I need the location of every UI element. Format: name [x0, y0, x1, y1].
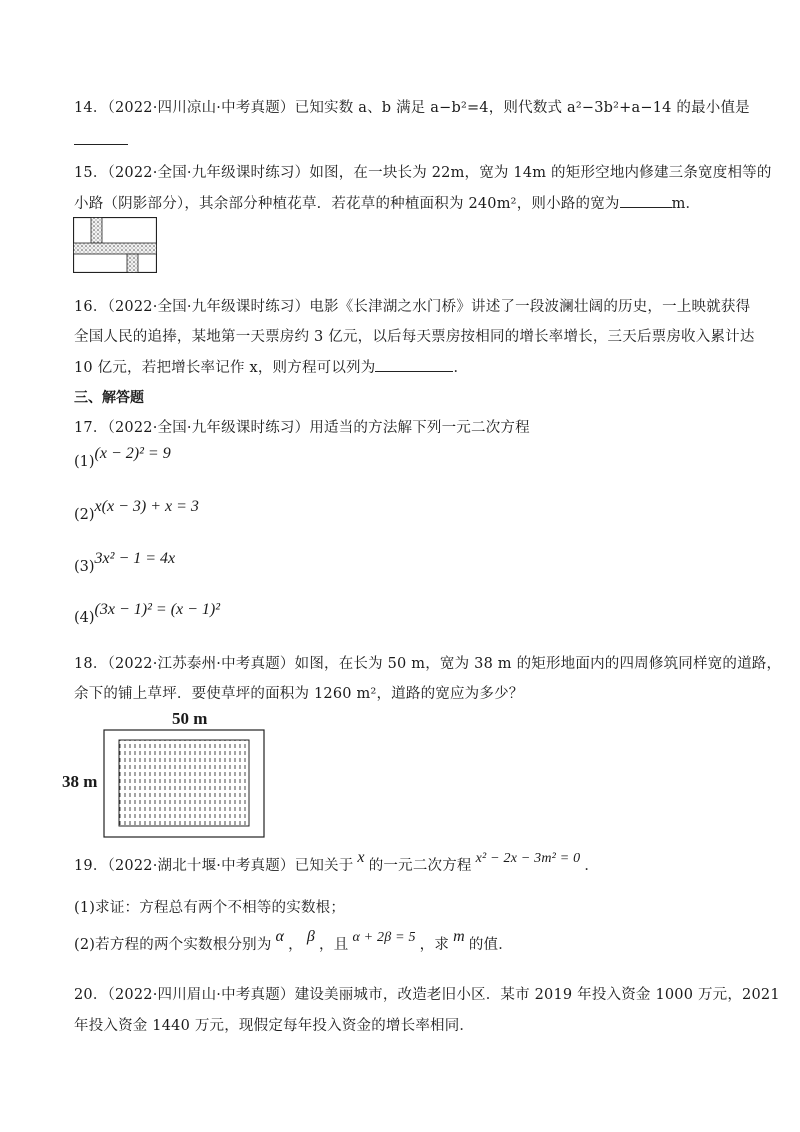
q19-part2-c: ，求 — [419, 937, 450, 953]
q17-part3-equation: 3x² − 1 = 4x — [94, 550, 176, 567]
q19-part2-a: (2)若方程的两个实数根分别为 — [74, 937, 272, 953]
section-heading: 三、解答题 — [74, 390, 144, 406]
q19-alpha: α — [275, 928, 285, 945]
q17-part2 — [74, 498, 199, 525]
q18-lawn — [119, 740, 249, 826]
q18-figure-height-label: 38 m — [62, 772, 98, 791]
q19-text-line1 — [74, 849, 600, 877]
q17-part1-equation: (x − 2)² = 9 — [94, 445, 171, 462]
q16-text-line2: 全国人民的追捧，某地第一天票房约 3 亿元，以后每天票房按相同的增长率增长，三天后票房收入累计达 — [74, 329, 755, 345]
q18-figure — [103, 729, 265, 838]
q17-intro: 17．（2022·全国·九年级课时练习）用适当的方法解下列一元二次方程 — [74, 420, 530, 436]
q15-answer-blank — [620, 193, 672, 208]
q15-text-line1: 15．（2022·全国·九年级课时练习）如图，在一块长为 22m，宽为 14m 的矩形空地内修建三条宽度相等的 — [74, 165, 772, 181]
q19-beta: β — [306, 928, 316, 945]
q19-part2 — [74, 928, 513, 956]
q17-part4 — [74, 601, 221, 628]
q19-text-a: 19．（2022·湖北十堰·中考真题）已知关于 — [74, 858, 354, 874]
q15-figure — [73, 217, 157, 273]
q19-part2-b: ，且 — [319, 937, 349, 953]
q19-comma: ， — [288, 937, 303, 953]
q17-part2-label: (2) — [74, 507, 95, 523]
q14-text: 14．（2022·四川凉山·中考真题）已知实数 a、b 满足 a−b²=4，则代数式 a²−3b²+a−14 的最小值是 — [74, 100, 750, 116]
q19-condition: α + 2β = 5 — [352, 930, 416, 945]
q19-part1: (1)求证：方程总有两个不相等的实数根； — [74, 900, 346, 916]
q19-part2-d: 的值． — [468, 937, 513, 953]
q17-part2-equation: x(x − 3) + x = 3 — [94, 498, 199, 515]
q20-text-line2: 年投入资金 1440 万元，现假定每年投入资金的增长率相同． — [74, 1018, 475, 1034]
q19-text-b: 的一元二次方程 — [368, 858, 472, 874]
q17-part4-equation: (3x − 1)² = (x − 1)² — [94, 601, 221, 618]
q16-answer-blank — [375, 357, 453, 372]
q17-part3 — [74, 550, 176, 577]
q18-figure-width-label: 50 m — [172, 709, 208, 728]
q19-var-x: x — [357, 849, 365, 866]
q15-unit: m． — [671, 196, 701, 212]
q17-part4-label: (4) — [74, 610, 95, 626]
q15-horizontal-path — [74, 243, 157, 254]
q14-answer-blank — [74, 144, 128, 145]
q15-vertical-path-top — [91, 218, 102, 244]
q19-equation: x² − 2x − 3m² = 0 — [475, 851, 581, 866]
q15-vertical-path-bottom — [127, 254, 138, 273]
q19-var-m: m — [453, 928, 465, 945]
q17-part3-label: (3) — [74, 559, 95, 575]
q18-text-line1: 18．（2022·江苏泰州·中考真题）如图，在长为 50 m，宽为 38 m 的矩形地面内的四周修筑同样宽的道路， — [74, 656, 782, 672]
q16-text-line3a: 10 亿元，若把增长率记作 x，则方程可以列为 — [74, 360, 376, 376]
q20-text-line1: 20．（2022·四川眉山·中考真题）建设美丽城市，改造老旧小区．某市 2019 年投入资金 1000 万元，2021 — [74, 987, 780, 1003]
q19-text-c: ． — [584, 858, 600, 874]
q15-text-line2 — [74, 193, 700, 214]
q17-part1 — [74, 445, 171, 472]
q15-text-line2a: 小路（阴影部分），其余部分种植花草．若花草的种植面积为 240m²，则小路的宽为 — [74, 196, 620, 212]
q17-part1-label: (1) — [74, 454, 95, 470]
q16-text-line1: 16．（2022·全国·九年级课时练习）电影《长津湖之水门桥》讲述了一段波澜壮阔的历史，一上映就获得 — [74, 299, 751, 315]
q18-text-line2: 余下的铺上草坪．要使草坪的面积为 1260 m²，道路的宽应为多少？ — [74, 686, 524, 702]
q16-period: ． — [453, 360, 469, 376]
q16-text-line3 — [74, 357, 468, 378]
